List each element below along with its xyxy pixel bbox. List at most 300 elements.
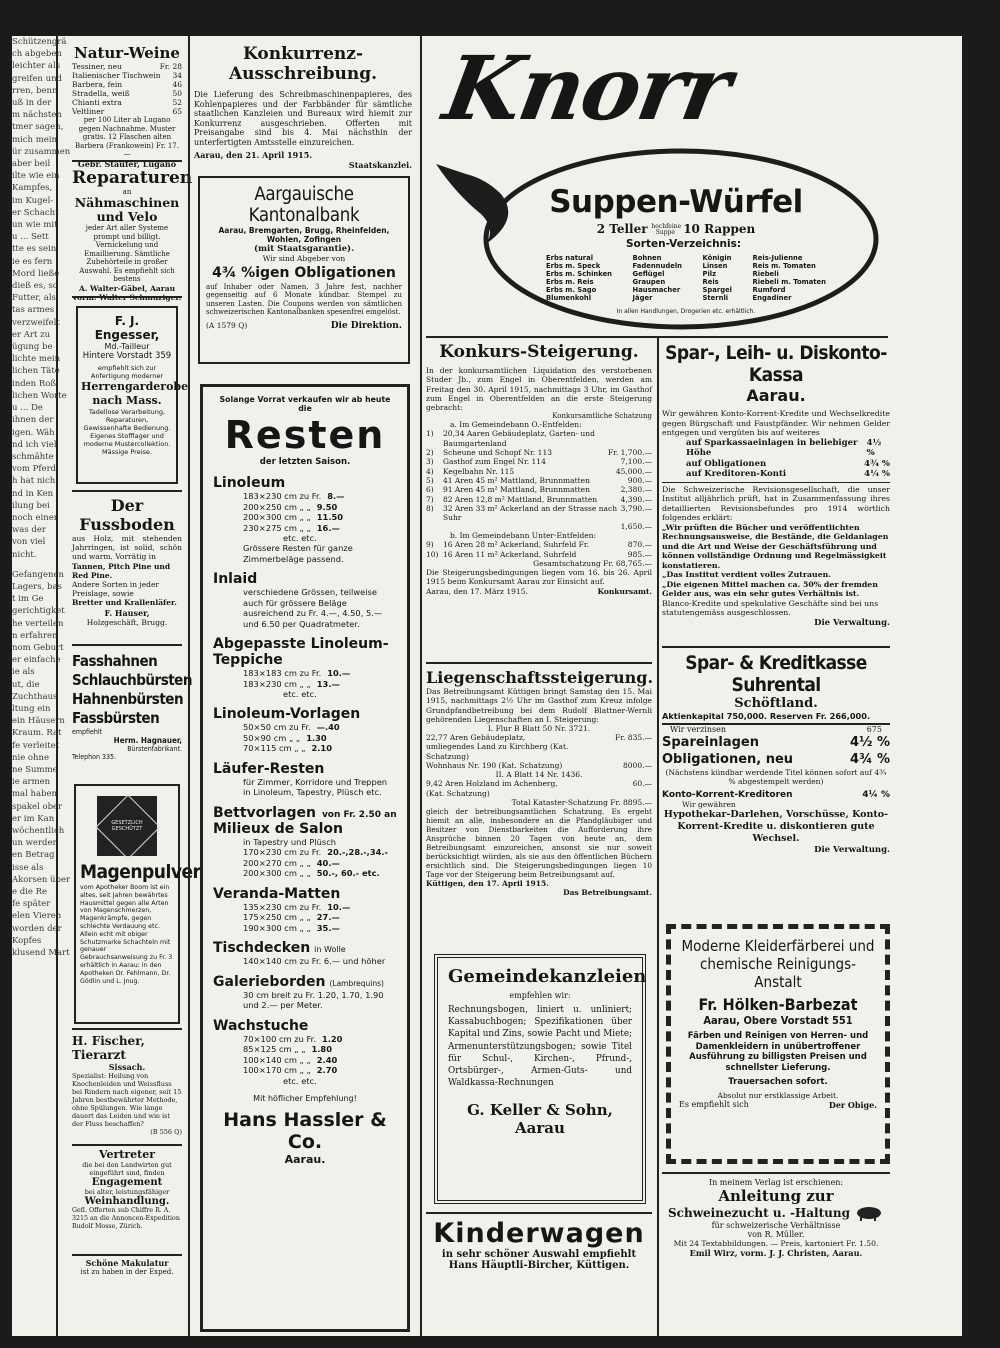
- floor-firm2: Holzgeschäft, Brugg.: [86, 617, 168, 627]
- fragment-line: ihnen der: [12, 415, 54, 426]
- lieg-ii-a-v: 60.—: [632, 779, 652, 789]
- knorr-variety: Reis-Julienne: [752, 254, 803, 262]
- spar-body: Wir gewähren Konto-Korrent-Kredite und Wechselkredite gegen Bürgschaft und Faustpfänder. Wir nehmen Gelder entgegen und vergüten bis auf weiteres: [662, 409, 890, 437]
- fragment-line: noch einer: [12, 512, 58, 523]
- left-column-fragment: [12, 36, 71, 1336]
- rest-bett: [213, 805, 397, 821]
- taps-line: Fasshahnen: [72, 652, 158, 670]
- rest-gal-sub: (Lambrequins): [329, 978, 384, 988]
- auction-item-value: 7,100.—: [620, 457, 652, 467]
- rest-row-size: 200×250 cm „ „: [243, 501, 311, 512]
- interest-label: Spareinlagen: [662, 735, 759, 750]
- rest-section-title: Bettvorlagen: [213, 804, 316, 821]
- fragment-line: Schützengrä: [12, 37, 67, 47]
- interest-label: Obligationen, neu: [662, 752, 794, 767]
- rest-row-price: 40.—: [316, 857, 340, 868]
- tailor-ad-wrap: [72, 298, 189, 490]
- suhr-we2: Wir gewähren: [682, 800, 736, 809]
- auction-item-desc: 16 Aren 28 m² Ackerland, Suhrfeld Fr.: [443, 540, 589, 550]
- rest-row: [213, 858, 397, 869]
- auction-notice: [426, 342, 652, 662]
- trademark-label: GESETZLICH GESCHÜTZT: [111, 820, 143, 832]
- knorr-variety: Erbs m. Sago: [546, 286, 597, 294]
- divider: [662, 646, 890, 648]
- konk-sig: Konkursamt.: [597, 586, 652, 596]
- rest-row: [213, 847, 397, 858]
- fragment-line: klusend Mart: [12, 948, 70, 959]
- kinder-title: Kinderwagen: [433, 1218, 645, 1249]
- book-price: Mit 24 Textabbildungen. — Preis, kartoniert Fr. 1.50.: [673, 1239, 879, 1248]
- rep-body2: bei alter, leistungsfähiger: [84, 1188, 170, 1196]
- suhr-we: Wir verzinsen: [670, 725, 727, 734]
- wine-item: [72, 107, 182, 116]
- rest-row-price: 10.—: [327, 668, 351, 678]
- fragment-line: Kopfes: [12, 935, 42, 946]
- rest-row: [213, 668, 397, 679]
- rep-body: die bei den Landwirten gut eingeführt sind, finden: [82, 1161, 172, 1177]
- rest-row: [213, 722, 397, 733]
- auction-item-desc: Gasthof zum Engel Nr. 114: [443, 457, 546, 467]
- book-sub: für schweizerische Verhältnisse: [711, 1221, 841, 1230]
- knorr-variety: Pilz: [702, 270, 717, 278]
- vet-ad: [72, 1030, 182, 1144]
- fragment-line: im Kugel-: [12, 195, 54, 206]
- rest-row: [213, 679, 397, 690]
- rest-row: [213, 1055, 397, 1066]
- rest-row: [213, 1044, 397, 1055]
- fragment-line: mich mein: [12, 134, 57, 145]
- konk-b: b. Im Gemeindebann Unter-Entfelden:: [450, 531, 597, 541]
- auction-item: [426, 467, 652, 476]
- tailor-line1: empfiehlt sich zur Anfertigung moderner: [90, 364, 164, 380]
- wine-item: [72, 80, 182, 89]
- konk-last8: 1,650.—: [620, 522, 652, 532]
- rest-row: [213, 743, 397, 754]
- fragment-line: h hat nich: [12, 476, 56, 487]
- tailor-role: Md.-Tailleur: [104, 342, 150, 351]
- repair-firm2: vorm. Walter Schmuziger.: [72, 292, 182, 302]
- fragment-line: er im Kan: [12, 813, 55, 824]
- rest-row-size: 175×250 cm „ „: [243, 912, 311, 922]
- kinder-line2: Hans Häuptli-Bircher, Küttigen.: [448, 1260, 630, 1271]
- auction-item: [426, 485, 652, 494]
- gem-firm: G. Keller & Sohn, Aarau: [467, 1101, 613, 1138]
- fragment-line: mal haben: [12, 789, 58, 800]
- knorr-title: Suppen-Würfel: [549, 184, 803, 220]
- vet-body: Spezialist: Heilung von Knochenleiden und Weissfluss bei Rindern nach eigener, seit 15 Jahren bestbewährter Methode, ohne Spülungen. Wie lange dauert das Leiden und wie ist der Fluss beschaffen?: [72, 1072, 182, 1128]
- suhr-cap: Aktienkapital 750,000. Reserven Fr. 266,000.: [662, 711, 890, 725]
- gem-title: Gemeindekanzleien: [448, 966, 647, 987]
- rest-greet: Mit höflicher Empfehlung!: [253, 1093, 357, 1103]
- fragment-line: inden Roß: [12, 378, 57, 389]
- rest-line: etc. etc.: [283, 689, 317, 699]
- fragment-line: Zuchthaus: [12, 691, 58, 702]
- newspaper-page: [12, 36, 962, 1336]
- lieg-i-b: Wohnhaus Nr. 190 (Kat. Schatzung): [426, 761, 563, 771]
- knorr-variety: Erbs natural: [546, 254, 594, 262]
- taps-line: Fassbürsten: [72, 709, 160, 727]
- column-3: [426, 342, 652, 1332]
- rest-section-title: Abgepasste Linoleum-Teppiche: [213, 636, 389, 668]
- column-2: [194, 44, 412, 1334]
- fragment-line: Lagers, bas: [12, 581, 62, 592]
- rest-row-size: 183×230 cm zu Fr.: [243, 491, 322, 501]
- scrap-title: Schöne Makulatur: [85, 1258, 169, 1268]
- auction-item-no: 9): [426, 540, 434, 550]
- rest-row-price: 13.—: [316, 678, 340, 689]
- fragment-line: tte es sein: [12, 244, 57, 255]
- knorr-variety: Riebeli m. Tomaten: [752, 278, 826, 286]
- rest-tisch-sub: in Wolle: [314, 945, 346, 954]
- rest-row: [213, 902, 397, 913]
- knorr-variety: Fadennudeln: [632, 262, 682, 270]
- knorr-variety-column: [703, 254, 733, 302]
- knorr-variety: Erbs m. Reis: [546, 278, 594, 286]
- rate-label: auf Obligationen: [686, 458, 767, 469]
- pig-icon: [854, 1205, 884, 1221]
- fragment-line: ltung ein: [12, 703, 51, 714]
- fragment-line: en Betrag: [12, 850, 55, 861]
- book-top: In meinem Verlag ist erschienen:: [708, 1178, 844, 1187]
- rest-row-size: 50×90 cm „ „: [243, 732, 301, 743]
- auction-item-no: 7): [426, 494, 434, 504]
- tailor-title: Herrengarderobe nach Mass.: [81, 380, 189, 407]
- konk-body: In der konkursamtlichen Liquidation des verstorbenen Studer Jb., zum Engel in Oberentfelden, werden am Freitag den 30. April 1915, nachmittags 3 Uhr, im Gasthof zum Engel in Oberentfelden an die erste Steigerung gebracht:: [426, 366, 652, 413]
- auction-item-desc: 91 Aren 45 m² Mattland, Brunnmatten: [443, 485, 590, 495]
- knorr-variety: Graupen: [632, 278, 666, 286]
- wine-ad: [72, 44, 182, 169]
- knorr-variety: Blumenkohl: [546, 294, 592, 302]
- knorr-price-b: 10 Rappen: [683, 222, 756, 236]
- wine-name: Veltliner: [72, 107, 105, 116]
- competition-notice: [194, 44, 412, 170]
- rest-firm: Hans Hassler & Co.: [223, 1108, 387, 1153]
- rest-row-price: 11.50: [316, 512, 344, 522]
- lieg-ii: II. A Blatt 14 Nr. 1436.: [495, 770, 583, 780]
- taps-firm: Herm. Hagnauer,: [113, 736, 182, 745]
- knorr-variety: Reis: [702, 278, 719, 286]
- rest-row-size: 70×115 cm „ „: [243, 743, 306, 753]
- konk-head: Konkursamtliche Schatzung: [552, 412, 652, 421]
- fragment-line: nd in Ken: [12, 488, 54, 499]
- lieg-body: Das Betreibungsamt Küttigen bringt Samstag den 15. Mai 1915, nachmittags 2½ Uhr im Gasthof zum Kreuz infolge Grundpfandbetreibung bei dem Rudolf Blattner-Wernli gehörenden Liegenschaften an I. Steigerung:: [426, 687, 652, 724]
- bank-sig: Die Direktion.: [330, 320, 402, 331]
- rest-row-price: 8.—: [327, 491, 345, 501]
- fragment-line: nd ich viel: [12, 439, 57, 450]
- wine-name: Tessiner, neu: [72, 62, 122, 71]
- rate-row: [686, 438, 890, 459]
- auction-item-desc: 41 Aren 45 m² Mattland, Brunnmatten: [443, 475, 590, 485]
- wine-name: Stradella, weiß: [72, 89, 130, 98]
- divider: [72, 1144, 182, 1146]
- fragment-line: ie als: [12, 667, 35, 678]
- rest-row-size: 200×300 cm „ „: [243, 512, 311, 522]
- fragment-line: isse als: [12, 862, 44, 873]
- rest-row-price: 10.—: [327, 901, 351, 912]
- floor-bretter: Bretter und Krallenläfer.: [72, 598, 177, 608]
- auction-item-no: 10): [426, 549, 439, 559]
- rest-section-title: Linoleum-Vorlagen: [213, 706, 361, 722]
- rest-row-size: 190×300 cm „ „: [243, 922, 311, 933]
- farb-rec: Es empfiehlt sich: [679, 1100, 749, 1109]
- fragment-line: verzweifelt: [12, 317, 60, 328]
- lieg-i-a: 22,77 Aren Gebäudeplatz, umliegendes Land zu Kirchberg (Kat. Schatzung): [426, 733, 569, 761]
- rest-section-title: Veranda-Matten: [213, 885, 341, 902]
- taps-phone: Telephon 335.: [72, 753, 117, 761]
- comp-body: Die Lieferung des Schreibmaschinenpapieres, des Kohlenpapieres und der Farbbänder für sämtliche staatlichen Kanzleien und Bureaux wird hiemit zur Konkurrenz ausgeschrieben. Offerten mit Preisangabe sind bis 4. Mai nächsthin der unterfertigten Amtsstelle einzureichen.: [194, 90, 412, 147]
- wine-price: 50: [172, 89, 182, 98]
- fragment-line: elen Vieren: [12, 911, 62, 922]
- knorr-variety: Riebeli: [752, 270, 779, 278]
- fragment-line: spakel ober: [12, 801, 63, 812]
- farb-body: Färben und Reinigen von Herren- und Damenkleidern in unübertroffener Ausführung zu billigsten Preisen und schnellster Lieferung.: [687, 1031, 869, 1073]
- fragment-line: gerichtigket: [12, 606, 65, 617]
- fragment-line: dieß es, so: [12, 281, 58, 292]
- rest-row-price: —.40: [316, 722, 340, 732]
- suhrental-ad: [662, 648, 890, 918]
- spar-q4: Blanco-Kredite und spekulative Geschäfte sind bei uns statutengemäss ausgeschlossen.: [662, 598, 879, 617]
- rest-section-title: Galerieborden: [213, 973, 326, 990]
- divider: [72, 1254, 182, 1256]
- auction-item-value: Fr. 1,700.—: [607, 448, 652, 458]
- rest-section-title: Läufer-Resten: [213, 760, 325, 777]
- auction-item-value: 985.—: [627, 549, 652, 559]
- fragment-line: tmer sagen,: [12, 122, 64, 133]
- rest-row-price: 50.-, 60.- etc.: [316, 868, 380, 878]
- konk-title: Konkurs-Steigerung.: [439, 342, 639, 362]
- knorr-logo: Knorr: [436, 36, 738, 140]
- wine-price: 52: [172, 98, 182, 107]
- lieg-sig: Das Betreibungsamt.: [563, 887, 652, 897]
- knorr-variety-column: [633, 254, 682, 302]
- auction-item-value: 870.—: [627, 540, 652, 550]
- pram-ad: [426, 1218, 652, 1271]
- fragment-line: un wie mit: [12, 220, 58, 231]
- fragment-line: Gefangenen: [12, 569, 64, 580]
- rest-row: [213, 502, 397, 513]
- rest-section-title: Inlaid: [213, 571, 258, 587]
- book-firm: Emil Wirz, vorm. J. J. Christen, Aarau.: [689, 1248, 863, 1258]
- rest-row-size: 200×270 cm „ „: [243, 857, 311, 868]
- konk-total: Gesamtschatzung Fr. 68,765.—: [533, 559, 652, 569]
- fragment-line: ut, die: [12, 679, 40, 690]
- auction-item-no: 1): [426, 429, 434, 439]
- fragment-line: vom Pferd: [12, 464, 57, 475]
- rest-section-title: Milieux de Salon: [213, 820, 343, 837]
- lieg-ii-a: 9,42 Aren Holzland im Achenberg, (Kat. Schatzung): [426, 779, 558, 798]
- rest-sub: der letzten Saison.: [259, 457, 351, 467]
- auction-item-value: 4,390.—: [620, 494, 652, 504]
- bank-ad: [198, 176, 410, 364]
- rest-line: für Zimmer, Korridore und Treppen in Linoleum, Tapestry, Plüsch etc.: [243, 776, 388, 797]
- tailor-body: Tadellose Verarbeitung, Reparaturen, Gewissenhafte Bedienung. Eigenes Stofflager und moderne Mustercollektion. Mässige Preise.: [83, 408, 171, 456]
- bank-code: (A 1579 Q): [206, 320, 248, 330]
- rest-row: [213, 491, 397, 502]
- column-rule: [657, 338, 659, 1336]
- property-auction: [426, 664, 652, 948]
- comp-sig: Staatskanzlei.: [348, 159, 412, 170]
- fragment-line: wöchentlich: [12, 826, 65, 836]
- column-1: [72, 44, 201, 1334]
- wine-name: Chianti extra: [72, 98, 122, 107]
- bank-rate: 4¾ %igen Obligationen: [212, 265, 396, 281]
- auction-item: [426, 504, 652, 523]
- fragment-line: m nächsten: [12, 110, 62, 121]
- suhr-kk-v: 4¼ %: [862, 790, 890, 800]
- rest-line: etc. etc.: [283, 1075, 317, 1086]
- fragment-line: lichen Worte: [12, 390, 67, 401]
- fragment-line: t im Ge: [12, 594, 44, 605]
- divider: [72, 644, 182, 646]
- wine-name: Barbera, fein: [72, 80, 123, 89]
- auction-item-no: 5): [426, 475, 434, 485]
- fragment-line: ch abgeben: [12, 49, 62, 60]
- vet-title: H. Fischer, Tierarzt: [72, 1034, 145, 1062]
- lieg-tot: Total Kataster-Schatzung Fr. 8895.—: [511, 797, 652, 807]
- vet-code: (B 556 Q): [150, 1128, 182, 1136]
- spar-body2: Die Schweizerische Revisionsgesellschaft, die unser Institut alljährlich prüft, hat in Zusammenfassung ihres detaillierten Revisionsbefundes pro 1914 wörtlich folgendes erklärt:: [662, 484, 890, 522]
- lieg-title: Liegenschaftssteigerung.: [426, 668, 654, 687]
- stomach-ad-wrap: [72, 784, 201, 1028]
- stomach-title: Magenpulver: [80, 861, 201, 883]
- spar-q3: „Die eigenen Mittel machen ca. 50% der fremden Gelder aus, was ein sehr gutes Verhältnis ist.: [662, 579, 878, 598]
- rest-row-size: 70×100 cm zu Fr.: [243, 1033, 316, 1044]
- spar-sig: Die Verwaltung.: [814, 617, 890, 628]
- knorr-variety-column: [546, 254, 612, 302]
- rest-row-size: 85×125 cm „ „: [243, 1044, 306, 1054]
- spar-title: Spar-, Leih- u. Diskonto-Kassa: [665, 342, 887, 386]
- fragment-line: ein Häusern: [12, 716, 65, 727]
- taps-line: Hahnenbürsten: [72, 690, 184, 708]
- rest-section-title: Tischdecken: [213, 940, 311, 956]
- dye-ad: [666, 924, 890, 1164]
- auction-item-no: 2): [426, 448, 434, 458]
- farb-trauer: Trauersachen sofort.: [728, 1077, 828, 1087]
- rest-section-title: Linoleum: [213, 475, 286, 491]
- fragment-line: nie ohne: [12, 752, 50, 763]
- konk-date: Aarau, den 17. März 1915.: [426, 586, 528, 596]
- knorr-swash: [436, 164, 508, 244]
- fragment-line: lichte mein: [12, 354, 61, 365]
- rest-row-size: 170×230 cm zu Fr.: [243, 847, 322, 857]
- rate-row: [686, 459, 890, 470]
- rest-row-price: 20.-,28.-,34.-: [327, 847, 388, 857]
- fragment-line: igen. Wäh: [12, 427, 55, 438]
- rest-row-size: 135×230 cm zu Fr.: [243, 901, 322, 912]
- fragment-line: ilte wie ein: [12, 171, 60, 182]
- divider: [72, 490, 182, 492]
- wine-price: 46: [172, 80, 182, 89]
- farb-abs: Absolut nur erstklassige Arbeit.: [717, 1091, 839, 1100]
- floor-more: Andere Sorten in jeder Preislage, sowie: [72, 580, 160, 599]
- suhr-sig: Die Verwaltung.: [814, 845, 890, 855]
- rest-row-size: 183×183 cm zu Fr.: [243, 668, 322, 678]
- fragment-line: he verteilen: [12, 618, 64, 629]
- repair-firm: A. Walter-Gäbel, Aarau: [78, 283, 176, 293]
- wine-note: per 100 Liter ab Lugano gegen Nachnahme. Muster gratis. 12 Flaschen alten Barbera (Frankowein) Fr. 17.—: [75, 116, 179, 158]
- knorr-variety-column: [753, 254, 826, 302]
- rest-line: 30 cm breit zu Fr. 1.20, 1.70, 1.90 und 2.— per Meter.: [243, 989, 384, 1010]
- floor-ad: [72, 492, 182, 644]
- konk-cond: Die Steigerungsbedingungen liegen vom 16. bis 26. April 1915 beim Konkursamt Aarau zur Einsicht auf.: [426, 568, 652, 587]
- taps-line: Schlauchbürsten: [72, 671, 192, 689]
- auction-item-value: 2,380.—: [620, 485, 652, 495]
- taps-firm2: Bürstenfabrikant.: [127, 745, 182, 753]
- rest-row-price: 1.20: [321, 1033, 343, 1044]
- fragment-line: un werden: [12, 838, 58, 849]
- book-ad: [662, 1178, 890, 1258]
- fragment-line: tas armes: [12, 305, 55, 316]
- knorr-variety: Hausmacher: [632, 286, 681, 294]
- fragment-line: ilung bei: [12, 500, 50, 511]
- rest-top: Solange Vorrat verkaufen wir ab heute die: [219, 395, 391, 413]
- wine-item: [72, 98, 182, 107]
- interest-row: [662, 734, 890, 751]
- stomach-ad: [74, 784, 201, 1024]
- farb-title: Moderne Kleiderfärberei und chemische Reinigungs-Anstalt: [681, 937, 875, 991]
- rest-line: Grössere Resten für ganze Zimmerbeläge passend.: [243, 543, 353, 564]
- suhr-title: Spar- & Kreditkasse Suhrental: [685, 652, 867, 696]
- fragment-line: Mord ließe: [12, 268, 60, 279]
- rest-city: Aarau.: [284, 1152, 326, 1166]
- rest-row: [213, 523, 397, 534]
- knorr-variety: Spargel: [702, 286, 733, 294]
- suhr-note: (Nächstens kündbar werdende Titel können sofort auf 4¾ % abgestempelt werden): [665, 768, 887, 786]
- wine-firm: Gebr. Staufer, Lugano: [77, 158, 177, 169]
- book-by: von R. Müller.: [747, 1230, 805, 1239]
- fragment-line: Kampfes,: [12, 183, 53, 194]
- column-rule: [56, 36, 58, 1336]
- fragment-line: Kraum. Rat: [12, 728, 62, 739]
- auction-item-desc: 16 Aren 11 m² Ackerland, Suhrfeld: [443, 549, 577, 559]
- column-rule: [188, 36, 190, 1336]
- knorr-variety: Reis m. Tomaten: [752, 262, 816, 270]
- wine-price: 65: [172, 107, 182, 116]
- rest-row-price: 35.—: [316, 922, 340, 933]
- knorr-variety: Erbs m. Schinken: [546, 270, 613, 278]
- rest-bett-price: von Fr. 2.50 an: [321, 809, 397, 820]
- lieg-i-a-v: Fr. 835.—: [615, 733, 652, 743]
- fragment-line: n erfahren: [12, 630, 58, 641]
- kinder-line1: in sehr schöner Auswahl empfiehlt: [441, 1249, 637, 1260]
- fragment-line: worden der: [12, 923, 62, 934]
- wine-price: Fr. 28: [159, 62, 182, 71]
- column-4: [662, 342, 890, 1332]
- knorr-ad: [426, 36, 888, 334]
- fragment-line: ie es fern: [12, 256, 53, 267]
- auction-item-no: 6): [426, 485, 434, 495]
- wine-item: [72, 89, 182, 98]
- auction-item-desc: 32 Aren 33 m² Ackerland an der Strasse nach Suhr: [443, 503, 618, 523]
- auction-item: [426, 495, 652, 504]
- rest-row-price: 27.—: [316, 912, 340, 922]
- rest-sale-ad: [200, 384, 410, 1332]
- knorr-variety: Engadiner: [752, 294, 792, 302]
- divider: [662, 482, 890, 483]
- auction-item-no: 4): [426, 466, 434, 476]
- auction-item-desc: 82 Aren 12,8 m² Mattland, Brunnmatten: [443, 494, 598, 504]
- knorr-price-a: 2 Teller: [596, 222, 648, 236]
- wine-title: Natur-Weine: [74, 44, 180, 62]
- bank-guar: (mit Staatsgarantie).: [253, 244, 355, 254]
- repair-ad: [72, 162, 193, 302]
- konk-a: a. Im Gemeindebann O.-Entfelden:: [450, 420, 582, 430]
- rate-value: 4¾ %: [864, 458, 890, 469]
- fragment-line: greifen und: [12, 73, 62, 84]
- knorr-variety: Königin: [702, 254, 732, 262]
- rest-tisch: [213, 940, 397, 956]
- rest-row: [213, 868, 397, 879]
